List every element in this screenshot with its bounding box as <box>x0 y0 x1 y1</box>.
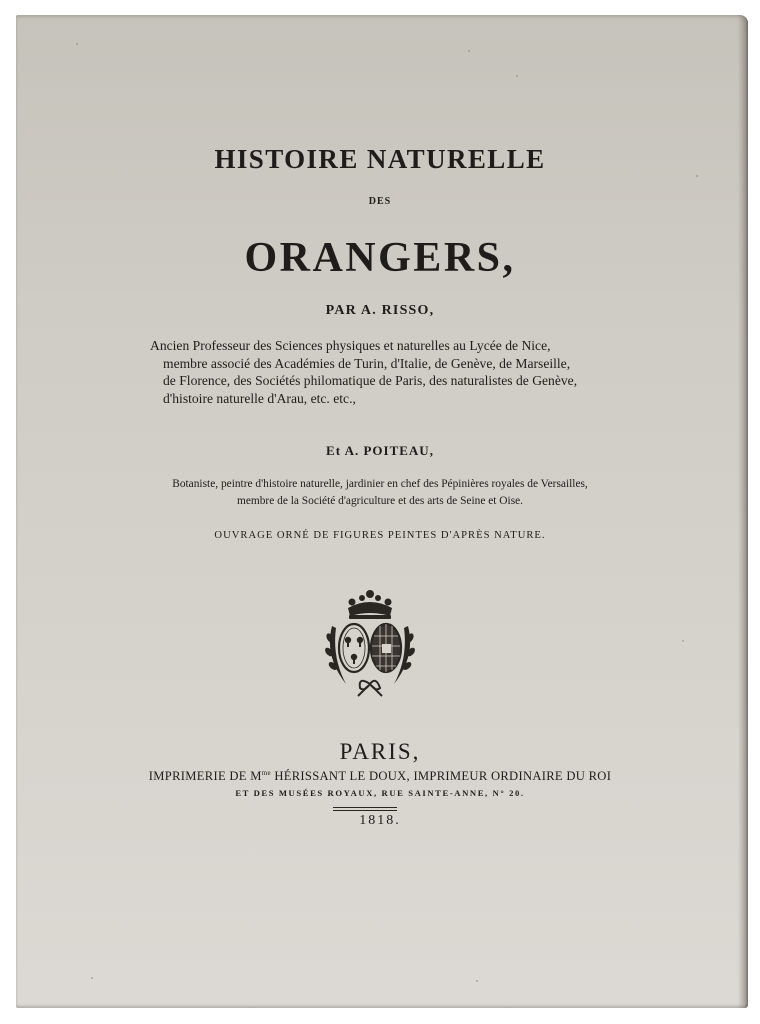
bio-line: membre associé des Académies de Turin, d'Italie, de Genève, de Marseille, <box>163 355 571 371</box>
author-poiteau-bio-line: membre de la Société d'agriculture et des arts de Seine et Oise. <box>236 495 524 507</box>
bio-line: Ancien Professeur des Sciences physiques et naturelles au Lycée de Nice, <box>150 338 551 353</box>
title-line-2: ORANGERS, <box>244 235 516 281</box>
title-line-1: HISTOIRE NATURELLE <box>214 144 546 174</box>
author-poiteau-bio-line: Botaniste, peintre d'histoire naturelle, jardinier en chef des Pépinières royales de Versailles, <box>172 478 588 490</box>
bio-line: d'histoire naturelle d'Arau, etc. etc., <box>163 390 356 406</box>
printer-text: HÉRISSANT LE DOUX, IMPRIMEUR ORDINAIRE DU ROI <box>270 769 612 784</box>
author-risso: PAR A. RISSO, <box>325 303 435 318</box>
coat-of-arms-icon <box>318 586 422 698</box>
printer-superscript: me <box>261 769 271 777</box>
imprint-address: ET DES MUSÉES ROYAUX, RUE SAINTE-ANNE, N° 20. <box>235 788 525 798</box>
title-connector: DES <box>368 196 392 207</box>
imprint-city: PARIS, <box>339 739 421 764</box>
imprint-printer <box>0 769 760 784</box>
bio-line: de Florence, des Sociétés philomatique de Paris, des naturalistes de Genève, <box>163 373 578 388</box>
printer-text: IMPRIMERIE DE M <box>148 769 262 784</box>
imprint-year: 1818. <box>359 813 401 828</box>
double-rule-divider <box>333 807 397 811</box>
author-poiteau: Et A. POITEAU, <box>326 443 434 458</box>
author-risso-bio <box>150 337 630 407</box>
illustration-note: OUVRAGE ORNÉ DE FIGURES PEINTES D'APRÈS NATURE. <box>214 530 546 541</box>
